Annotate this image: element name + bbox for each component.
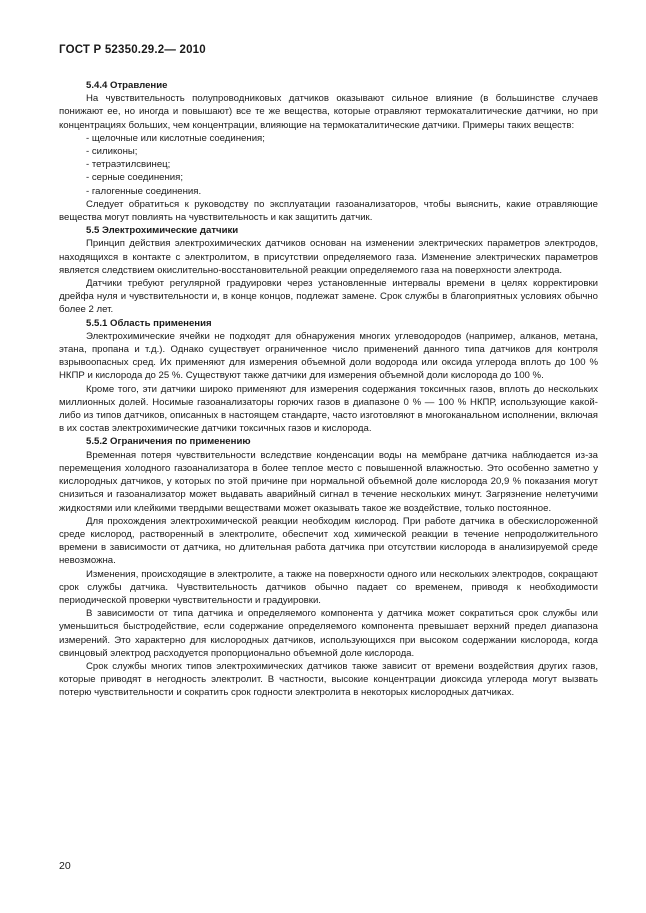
paragraph: Датчики требуют регулярной градуировки через установленные интервалы времени в целях корректировки дрейфа нуля и чувствительности и, в конце концов, подлежат замене. Срок службы в благоприятных условиях обычно более 2 лет.	[59, 278, 598, 316]
section-heading-5-4-4: 5.4.4 Отравление	[86, 80, 168, 91]
paragraph: Изменения, происходящие в электролите, а также на поверхности одного или нескольких электродов, сокращают срок службы датчика. Чувствительность датчиков обычно падает со временем, приводя к необходимости периодической проверки чувствительности и градуировки.	[59, 568, 598, 606]
list-item: - силиконы;	[86, 146, 138, 158]
section-heading-5-5-2: 5.5.2 Ограничения по применению	[86, 436, 251, 448]
paragraph: Принцип действия электрохимических датчиков основан на изменении электрических параметров электродов, находящихся в контакте с электролитом, в присутствии определяемого газа. Изменение электрических параметров является следствием окислительно-восстановительной реакции определяемого газа на поверхности электрода.	[59, 238, 598, 276]
paragraph: Следует обратиться к руководству по эксплуатации газоанализаторов, чтобы выяснить, какие отравляющие вещества могут повлиять на чувствительность и как защитить датчик.	[59, 198, 598, 224]
list-item: - галогенные соединения.	[86, 185, 202, 197]
page-header: ГОСТ Р 52350.29.2— 2010	[59, 44, 206, 56]
paragraph: Для прохождения электрохимической реакции необходим кислород. При работе датчика в обескислороженной среде кислород, растворенный в электролите, обеспечит ход химической реакции в течение непродолжительного времени в зависимости от датчика, но длительная работа датчика при отсутствии кислорода в анализируемой среде невозможна.	[59, 515, 598, 567]
document-body	[59, 79, 598, 700]
page-number: 20	[59, 860, 71, 872]
section-heading-5-5-1: 5.5.1 Область применения	[86, 317, 212, 329]
paragraph: Кроме того, эти датчики широко применяют для измерения содержания токсичных газов, вплоть до нескольких миллионных долей. Носимые газоанализаторы горючих газов в диапазоне 0 % — 100 % НКПР, использующие какой-либо из типов датчиков, описанных в настоящем стандарте, часто изготовляют в многоканальном исполнении, включая в их состав электрохимические датчики токсичных газов и кислорода.	[59, 383, 598, 435]
paragraph: На чувствительность полупроводниковых датчиков оказывают сильное влияние (в большинстве случаев понижают ее, но иногда и повышают) все те же вещества, которые отравляют термокаталитические датчики, но при концентрациях больших, чем концентрации, влияющие на термокаталитические датчики. Примеры таких веществ:	[59, 93, 598, 131]
paragraph: В зависимости от типа датчика и определяемого компонента у датчика может сократиться срок службы или уменьшиться быстродействие, если содержание определяемого компонента превышает верхний предел диапазона измерений. Это характерно для кислородных датчиков, использующихся при высоком содержании кислорода, когда свинцовый электрод расходуется пропорционально объемной доле кислорода.	[59, 608, 598, 659]
list-item: - тетраэтилсвинец;	[86, 159, 171, 171]
list-item: - серные соединения;	[86, 172, 183, 184]
paragraph: Срок службы многих типов электрохимических датчиков также зависит от времени воздействия других газов, которые приводят в негодность электролит. В частности, высокие концентрации диоксида углерода могут вызвать потерю чувствительности и сократить срок годности электролита в некоторых кислородных датчиках.	[59, 660, 598, 699]
section-heading-5-5: 5.5 Электрохимические датчики	[86, 225, 239, 237]
list-item: - щелочные или кислотные соединения;	[86, 132, 265, 144]
paragraph: Временная потеря чувствительности вследствие конденсации воды на мембране датчика наблюдается из-за перемещения холодного газоанализатора в более теплое место с повышенной влажностью. Это особенно заметно у кислородных датчиков, у которых по этой причине при нормальной объемной доле кислорода 20,9 % показания могут снизиться и газоанализатор может выдавать аварийный сигнал в течение нескольких минут. Загрязнение нелетучими жидкостями или клейкими твердыми веществами может оказывать такое же воздействие, только постоянное.	[59, 449, 598, 514]
paragraph: Электрохимические ячейки не подходят для обнаружения многих углеводородов (например, алканов, метана, этана, пропана и т.д.). Однако существует ограниченное число применений данного типа датчиков для контроля взрывоопасных сред. Их применяют для измерения объемной доли водорода или оксида углерода вплоть до 100 % НКПР и кислорода до 25 %. Существуют также датчики для измерения объемной доли кислорода до 100 %.	[59, 330, 598, 382]
